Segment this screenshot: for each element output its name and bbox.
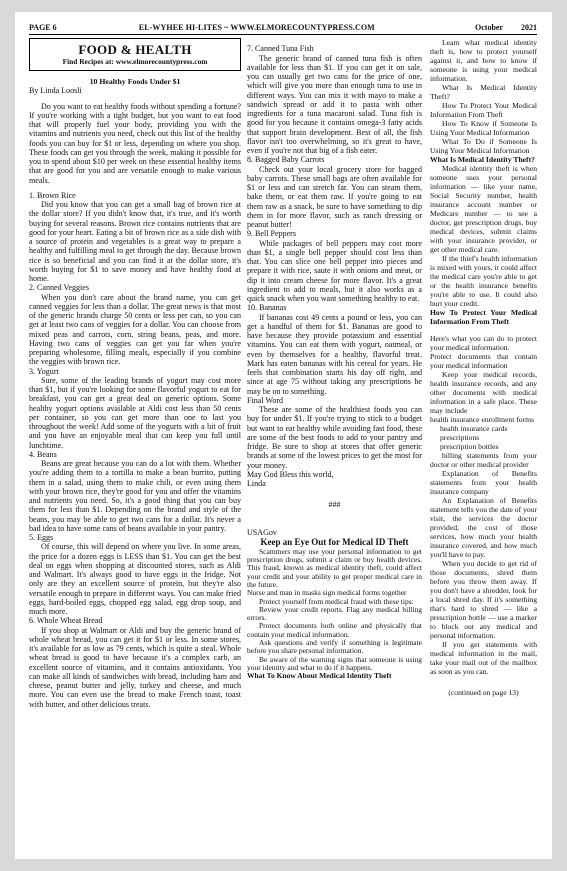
section-box [29, 38, 241, 71]
article-paragraph: Protect documents that contain your medical information [430, 352, 537, 370]
article-paragraph: Protect yourself from medical fraud with these tips: [259, 596, 414, 606]
list-item: prescription bottles [440, 442, 499, 451]
page-number: PAGE 6 [29, 23, 57, 32]
article-paragraph: Ask questions and verify if something is legitimate before you share personal information. [247, 638, 422, 656]
item-heading: 1. Brown Rice [29, 190, 76, 200]
list-item: health insurance enrollment forms [430, 415, 534, 424]
article-paragraph: Learn what medical identity theft is, how to protect yourself against it, and how to know if someone is using your medical information. [430, 38, 537, 83]
section-subtitle: Find Recipes at: www.elmorecountypress.com [62, 57, 208, 66]
article-paragraph: Review your credit reports. Flag any medical billing errors. [247, 604, 422, 623]
subheading: How To Protect Your Medical Information From Theft [430, 308, 537, 326]
source-credit: USAGov [247, 527, 277, 537]
article-paragraph: Explanation of Benefits statements from your health insurance company [430, 469, 537, 496]
article-byline: By Linda Loosli [29, 86, 82, 96]
item-heading: 8. Bagged Baby Carrots [247, 155, 325, 165]
article-paragraph: If you get statements with medical information in the mail, take your mail out of the mailbox as soon as you can. [430, 640, 537, 676]
item-body: If bananas cost 49 cents a pound or less, you can get a handful of them for $1. Bananas are good to have because they provide potassium and essential vitamins. You can eat them with yogurt, oatmeal, or even by themselves for a healthy, flavorful treat. Mark has eaten bananas with his cereal for years. He feels that combination starts his day off right, and since at age 75 without taking any prescriptions he may be on to something. [247, 312, 422, 396]
article-paragraph: Here's what you can do to protect your medical information. [430, 334, 537, 352]
article-paragraph: Nurse and man in masks sign medical forms together [247, 588, 407, 598]
item-heading: 3. Yogurt [29, 366, 59, 376]
section-title: FOOD & HEALTH [78, 42, 192, 57]
article-paragraph: An Explanation of Benefits statement tells you the date of your visit, the services the doctor provided, the cost of those services, how much your health insurance covered, and how much you'll have to pay. [430, 496, 537, 559]
toc-link: What To Do if Someone Is Using Your Medical Information [430, 137, 537, 155]
author-name: Linda [247, 479, 266, 488]
toc-link: How To Protect Your Medical Information From Theft [430, 101, 537, 119]
item-heading: 6. Whole Wheat Bread [29, 616, 103, 626]
item-heading: Final Word [247, 395, 284, 405]
article-paragraph: When you decide to get rid of those documents, shred them before you throw them away. If you don't have a shredder, look for a local shred day. If it's something that's hard to shred — like a prescription bottle — use a marker to block out any medical and personal information. [430, 559, 537, 640]
subheading: What To Know About Medical Identity Theft [247, 671, 392, 681]
item-heading: 9. Bell Peppers [247, 229, 296, 239]
article-paragraph: Scammers may use your personal information to get prescription drugs, submit a claim or buy health devices. This fraud, known as medical identity theft, could affect your credit and your ability to get proper medical care in the future. [247, 546, 422, 589]
column-2 [247, 12, 422, 681]
signoff: May God Bless this world, [247, 469, 334, 479]
item-heading: 5. Eggs [29, 533, 54, 542]
item-heading: 2. Canned Veggies [29, 283, 89, 293]
issue-date [457, 23, 537, 32]
item-body: The generic brand of canned tuna fish is often available for less than $1. If you can get it on sale, you can usually get two cans for the price of one, which will give you more than enough tuna to use in different ways. You can mix it with mayo to make a sandwich spread or add it to pasta with other ingredients for a tuna macaroni salad. Tuna fish is good for you because it contains omega-3 fatty acids that support brain development. Best of all, the fish flavor isn't too overwhelming, so it's great to have, even if you're not that big of a fish eater. [247, 53, 422, 155]
item-body: Sure, some of the leading brands of yogurt may cost more than $1, but if you're looking for some flavorful yogurt to eat for breakfast, you can get a great deal on generic options. Some healthy yogurt options available at Aldi cost less than 50 cents per container, so you can get more than one to last you throughout the week! Add some of the yogurts with a bit of fruit and you have an enjoyable meal that can keep you full until lunchtime. [29, 375, 241, 450]
toc-link: What Is Medical Identity Theft? [430, 83, 537, 101]
article-paragraph: Be aware of the warning signs that someone is using your identity and what to do if it happens. [247, 654, 422, 672]
list-item: health insurance cards [440, 424, 508, 433]
item-body: Check out your local grocery store for bagged baby carrots. These small bags are often available for $1 or less and can stretch far. You can steam them, bake them, or eat them raw. If you're going to eat them raw as a snack, be sure to have something to dip them in for more flavor, such as ranch dressing or peanut butter! [247, 164, 422, 229]
newspaper-page [15, 12, 552, 859]
toc-link: How To Know if Someone Is Using Your Medical Information [430, 119, 537, 137]
end-mark: ### [328, 500, 341, 510]
article-intro: Do you want to eat healthy foods without spending a fortune? If you're working with a tight budget, but you want to eat food that will properly fuel your body, providing you with the vitamins and nutrients you need, check out this list of the healthy foods you can buy for $1 or less, depending on where you shop. These foods can get you through the week, making it possible for you to spend about $10 per week on these essential healthy items that are good for you and are versatile enough to make various meals. [29, 101, 241, 185]
item-body: While packages of bell peppers may cost more than $1, a single bell pepper should cost less than that. You can slice one bell pepper into pieces and prepare it with rice, saute it with onions and meat, or dip it into cream cheese for more flavor. It's a great ingredient to add to meals, but it also works as a quick snack when you want something healthy to eat. [247, 238, 422, 303]
item-body: Beans are great because you can do a lot with them. Whether you're adding them to a tortilla to make a bean burrito, putting them in a salad, using them to make chili, or even using them with your brown rice, they're good for you and offer the vitamins and nutrients you need. So, it's a good thing that you can buy them for less than $1. Depending on the brand and style of the beans, you may be able to get two cans for a dollar. It's never a bad idea to have some cans of beans available in your pantry. [29, 459, 241, 533]
item-body: When you don't care about the brand name, you can get canned veggies for less than a dollar. The great news is that most of the generic brands charge 50 cents or less per can, so you can get at least two cans of veggies for a dollar. You can choose from mixed peas and carrots, corn, string beans, peas, and more. Having two cans of veggies can get you far when you're preparing wholesome, filling meals, especially if you combine the veggies with brown rice. [29, 292, 241, 367]
article-paragraph: Keep your medical records, health insurance records, and any other documents with medical information in a safe place. These may include [430, 370, 537, 415]
article-paragraph: If the thief's health information is mixed with yours, it could affect the medical care you're able to get or the health insurance benefits you're able to use. It could also hurt your credit. [430, 254, 537, 308]
item-body: Of course, this will depend on where you live. In some areas, the price for a dozen eggs is LESS than $1. You can get the best deal on eggs when shopping at discounted stores, such as Aldi and Walmart. It's always good to have eggs in the fridge. Not only are they an excellent source of protein, but they're also versatile enough to prepare in different ways. You can make fried eggs, hard-boiled eggs, chopped egg salad, egg drop soup, and much more. [29, 542, 241, 616]
item-heading: 4. Beans [29, 449, 57, 459]
article-title: Keep an Eye Out for Medical ID Theft [260, 536, 409, 547]
item-body: These are some of the healthiest foods you can buy for under $1. If you're trying to stick to a budget but want to eat healthy while avoiding fast food, these are some of the best foods to add to your pantry and fridge. Be sure to shop at stores that offer generic brands at some of the lowest prices to get the most for your money. [247, 405, 422, 470]
article-paragraph: Medical identity theft is when someone uses your personal information — like your name, Social Security number, health insurance account number or Medicare number — to see a doctor, get prescription drugs, buy medical devices, submit claims with your insurance provider, or get other medical care. [430, 164, 537, 254]
item-heading: 7. Canned Tuna Fish [247, 44, 314, 54]
item-body: Did you know that you can get a small bag of brown rice at the dollar store? If you didn't know that, it's true, and it's worth buying for several reasons. Brown rice contains nutrients that are good for your heart. Eating a bit of brown rice as a side dish with a source of protein and vegetables is a great way to prepare a healthy and fulfilling meal to get through the day. Because brown rice is so beneficial and you can find it at the dollar store, it's worth buying for $1 to save money and have healthy food at home. [29, 200, 241, 283]
issue-year: 2021 [521, 23, 537, 32]
article-title: 10 Healthy Foods Under $1 [89, 77, 181, 86]
column-3 [430, 38, 537, 697]
subheading: What Is Medical Identity Theft? [430, 155, 535, 164]
continued-note: (continued on page 13) [448, 688, 519, 697]
issue-month: October [475, 23, 503, 32]
publication-name: EL-WYHEE HI-LITES ~ WWW.ELMORECOUNTYPRESS.COM [138, 23, 375, 32]
column-1 [29, 38, 241, 709]
list-item: prescriptions [440, 433, 480, 442]
item-heading: 10. Bananas [247, 303, 287, 313]
item-body: If you shop at Walmart or Aldi and buy the generic brand of whole wheat bread, you can get it for $1 or less. In some stores, it's available for as low as 79 cents, which is quite a steal. Whole wheat bread is good to have because it's a complex carb, an excellent source of vitamins, and it contains antioxidants. You can make all kinds of sandwiches with bread, including ham and cheese, peanut butter and jelly, turkey and cheese, and much more. You can even use the bread to make French toast, toast with butter, and other delicious treats. [29, 625, 241, 709]
article-paragraph: Protect documents both online and physically that contain your medical information. [247, 621, 422, 639]
list-item: billing statements from your doctor or other medical provider [430, 451, 537, 469]
